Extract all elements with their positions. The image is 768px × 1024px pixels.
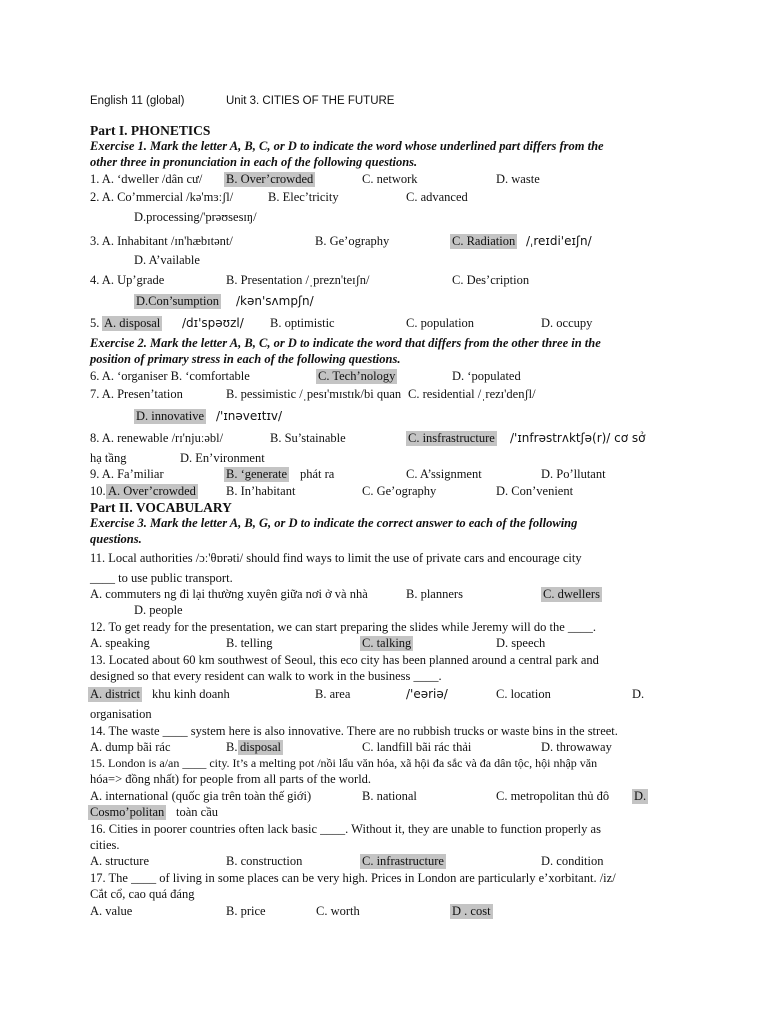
- q10-option-b: B. In’habitant: [226, 484, 296, 498]
- q6-option-c: C. Tech’nology: [318, 369, 396, 383]
- q1-option-a: 1. A. ‘dweller /dân cư/: [90, 172, 203, 186]
- exercise1-title-2: other three in pronunciation in each of the following questions.: [90, 155, 418, 169]
- q3-option-d: D. A’vailable: [134, 253, 200, 267]
- q9-option-b-note: phát ra: [300, 467, 335, 481]
- exercise3-title: Exercise 3. Mark the letter A, B, G, or D to indicate the correct answer to each of the following: [90, 516, 578, 530]
- q1-option-b: B. Over’crowded: [226, 172, 314, 186]
- q4-option-d-ipa: /kən'sʌmpʃn/: [236, 294, 314, 308]
- q11-option-b: B. planners: [406, 587, 463, 601]
- q5-number: 5.: [90, 316, 100, 330]
- exercise1-title: Exercise 1. Mark the letter A, B, C, or D to indicate the word whose underlined part differs from the: [90, 139, 604, 153]
- q4-option-a: 4. A. Up’grade: [90, 273, 165, 287]
- q12-option-c: C. talking: [362, 636, 412, 650]
- question-13-options: [0, 687, 768, 703]
- q14-option-c: C. landfill bãi rác thải: [362, 740, 472, 754]
- q15-option-a: A. international (quốc gia trên toàn thế giới): [90, 789, 312, 803]
- q5-option-a: A. disposal: [104, 316, 161, 330]
- q16-option-a: A. structure: [90, 854, 150, 868]
- q15-option-d-word: Cosmo’politan: [90, 805, 165, 819]
- q13-option-b-ipa: /'eəriə/: [406, 687, 448, 701]
- question-14-options: [0, 740, 768, 756]
- q11-stem-2: ____ to use public transport.: [90, 571, 233, 585]
- q8-option-c-ipa-2: hạ tầng: [90, 451, 127, 465]
- q7-option-b: B. pessimistic /ˌpesɪ'mɪstɪk/bi quan: [226, 387, 402, 401]
- q6-options-ab: 6. A. ‘organiser B. ‘comfortable: [90, 369, 250, 383]
- question-1: [0, 172, 768, 188]
- question-7: [0, 387, 768, 403]
- q2-option-a: 2. A. Co’mmercial /kə'mɜːʃl/: [90, 190, 234, 204]
- q15-option-d: D.: [634, 789, 647, 803]
- q11-option-d: D. people: [134, 603, 183, 617]
- q3-option-c-ipa: /ˌreɪdi'eɪʃn/: [526, 234, 592, 248]
- q16-option-d: D. condition: [541, 854, 604, 868]
- question-15-row-2: [0, 805, 768, 821]
- q17-option-c: C. worth: [316, 904, 360, 918]
- question-10: [0, 484, 768, 500]
- question-16-options: [0, 854, 768, 870]
- q13-option-d: D.: [632, 687, 645, 701]
- q13-option-d-2: organisation: [90, 707, 152, 721]
- q8-option-d: D. En’vironment: [180, 451, 265, 465]
- question-2: [0, 190, 768, 206]
- q8-option-c-ipa: /'ɪnfrəstrʌktʃə(r)/ cơ sở: [510, 431, 646, 445]
- q17-stem: 17. The ____ of living in some places can be very high. Prices in London are particularly e’xorbitant. /iz/: [90, 871, 616, 885]
- question-9: [0, 467, 768, 483]
- q11-option-c: C. dwellers: [543, 587, 600, 601]
- q13-stem-2: designed so that every resident can walk to work in the business ____.: [90, 669, 442, 683]
- q5-option-c: C. population: [406, 316, 475, 330]
- q13-option-b: B. area: [315, 687, 351, 701]
- part1-title: Part I. PHONETICS: [90, 123, 211, 138]
- q12-option-b: B. telling: [226, 636, 273, 650]
- q15-option-b: B. national: [362, 789, 417, 803]
- question-4-row-2: [0, 294, 768, 310]
- q14-option-b-word: disposal: [240, 740, 281, 754]
- q17-option-d: D . cost: [452, 904, 491, 918]
- q14-option-d: D. throwaway: [541, 740, 612, 754]
- q13-option-a-note: khu kinh doanh: [152, 687, 230, 701]
- q10-number: 10.: [90, 484, 106, 498]
- exercise2-title-2: position of primary stress in each of the following questions.: [90, 352, 401, 366]
- q1-option-c: C. network: [362, 172, 418, 186]
- question-15-options: [0, 789, 768, 805]
- q4-option-c: C. Des’cription: [452, 273, 530, 287]
- unit-title: Unit 3. CITIES OF THE FUTURE: [226, 95, 395, 107]
- q7-option-c: C. residential /ˌrezɪ'denʃl/: [408, 387, 536, 401]
- q16-option-c: C. infrastructure: [362, 854, 444, 868]
- question-3: [0, 234, 768, 250]
- q8-option-c: C. insfrastructure: [408, 431, 495, 445]
- q12-stem: 12. To get ready for the presentation, we can start preparing the slides while Jeremy will do the ____.: [90, 620, 597, 634]
- q12-option-a: A. speaking: [90, 636, 150, 650]
- q8-option-a: 8. A. renewable /rɪ'njuːəbl/: [90, 431, 224, 445]
- q2-option-c: C. advanced: [406, 190, 468, 204]
- q1-option-d: D. waste: [496, 172, 540, 186]
- q14-option-a: A. dump bãi rác: [90, 740, 171, 754]
- q15-stem-2: hóa=> đồng nhất) for people from all parts of the world.: [90, 772, 372, 786]
- q3-option-b: B. Ge’ography: [315, 234, 390, 248]
- q7-option-a: 7. A. Presen’tation: [90, 387, 183, 401]
- q5-option-d: D. occupy: [541, 316, 593, 330]
- q5-option-a-ipa: /dɪ'spəʊzl/: [182, 316, 244, 330]
- q12-option-d: D. speech: [496, 636, 546, 650]
- q17-stem-2: Cắt cổ, cao quá đáng: [90, 887, 195, 901]
- q9-option-b: B. ‘generate: [226, 467, 288, 481]
- q15-option-d-note: toàn cầu: [176, 805, 218, 819]
- q4-option-b: B. Presentation /ˌprezn'teɪʃn/: [226, 273, 370, 287]
- q14-option-b: B.: [226, 740, 238, 754]
- exercise2-title: Exercise 2. Mark the letter A, B, C, or D to indicate the word that differs from the other three in the: [90, 336, 601, 350]
- q16-stem: 16. Cities in poorer countries often lack basic ____. Without it, they are unable to function properly as: [90, 822, 601, 836]
- q13-stem: 13. Located about 60 km southwest of Seoul, this eco city has been planned around a central park and: [90, 653, 599, 667]
- q17-option-b: B. price: [226, 904, 266, 918]
- course-title: English 11 (global): [90, 95, 185, 107]
- q15-option-c: C. metropolitan thủ đô: [496, 789, 610, 803]
- q5-option-b: B. optimistic: [270, 316, 335, 330]
- q10-option-c: C. Ge’ography: [362, 484, 437, 498]
- question-6: [0, 369, 768, 385]
- q11-stem: 11. Local authorities /ɔː'θɒrəti/ should find ways to limit the use of private cars and encourage city: [90, 551, 582, 565]
- q2-option-d: D.processing/'prəʊsesɪŋ/: [134, 210, 257, 224]
- question-11-options: [0, 587, 768, 603]
- question-8-row-2: [0, 451, 768, 467]
- q2-option-b: B. Elec’tricity: [268, 190, 339, 204]
- q9-option-a: 9. A. Fa’miliar: [90, 467, 164, 481]
- question-12-options: [0, 636, 768, 652]
- q16-option-b: B. construction: [226, 854, 303, 868]
- q13-option-a: A. district: [90, 687, 140, 701]
- q9-option-c: C. A’ssignment: [406, 467, 482, 481]
- question-5: [0, 316, 768, 332]
- q13-option-c: C. location: [496, 687, 551, 701]
- question-8: [0, 431, 768, 447]
- q4-option-d: D.Con’sumption: [136, 294, 219, 308]
- question-17-options: [0, 904, 768, 920]
- q9-option-d: D. Po’llutant: [541, 467, 606, 481]
- exercise3-title-2: questions.: [90, 532, 142, 546]
- q8-option-b: B. Su’stainable: [270, 431, 346, 445]
- q17-option-a: A. value: [90, 904, 133, 918]
- part2-title: Part II. VOCABULARY: [90, 500, 232, 515]
- q3-option-a: 3. A. Inhabitant /ɪn'hæbɪtənt/: [90, 234, 233, 248]
- q15-stem: 15. London is a/an ____ city. It’s a melting pot /nồi lẩu văn hóa, xã hội đa sắc và đa dân tộc, hội nhập văn: [90, 756, 598, 770]
- question-7-row-2: [0, 409, 768, 425]
- q11-option-a: A. commuters ng đi lại thường xuyên giữa nơi ở và nhà: [90, 587, 368, 601]
- q7-option-d: D. innovative: [136, 409, 205, 423]
- q3-option-c: C. Radiation: [452, 234, 516, 248]
- q14-stem: 14. The waste ____ system here is also innovative. There are no rubbish trucks or waste bins in the street.: [90, 724, 618, 738]
- q16-stem-2: cities.: [90, 838, 120, 852]
- question-4: [0, 273, 768, 289]
- q7-option-d-ipa: /'ɪnəveɪtɪv/: [216, 409, 283, 423]
- q6-option-d: D. ‘populated: [452, 369, 521, 383]
- q10-option-d: D. Con’venient: [496, 484, 574, 498]
- q10-option-a: A. Over’crowded: [108, 484, 196, 498]
